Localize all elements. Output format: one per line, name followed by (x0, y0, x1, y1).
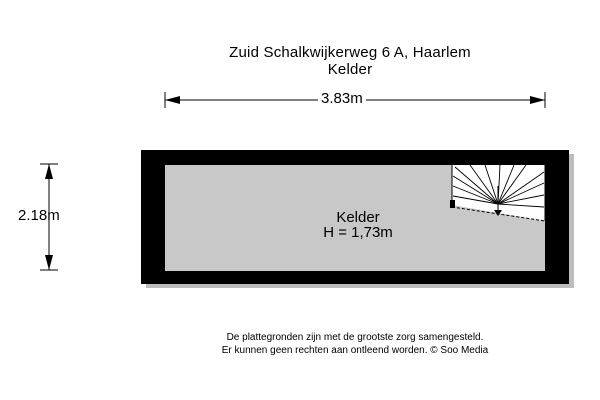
disclaimer-line-2: Er kunnen geen rechten aan ontleend worden. © Soo Media (221, 345, 489, 356)
room-name: Kelder (336, 209, 380, 226)
disclaimer-line-1: De plattegronden zijn met de grootste zorg samengesteld. (226, 332, 484, 343)
height-label: 2.18m (18, 207, 60, 224)
address-title: Zuid Schalkwijkerweg 6 A, Haarlem (229, 44, 471, 61)
floor-title: Kelder (327, 61, 373, 78)
room-ceiling-height: H = 1,73m (323, 224, 393, 241)
width-label: 3.83m (318, 90, 366, 107)
